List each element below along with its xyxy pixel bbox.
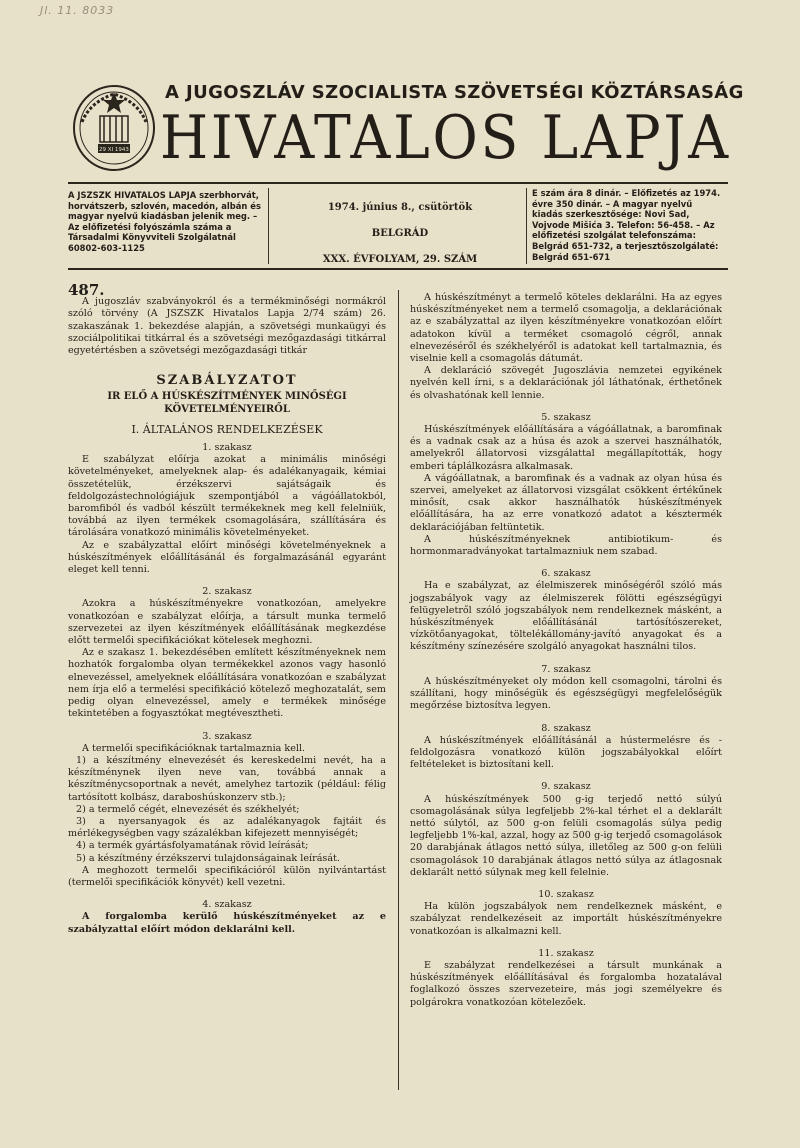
list-item: 3) a nyersanyagok és az adalékanyagok fajtáit és mérlékegységben vagy százalékban kifejezett mennyiségét; xyxy=(68,815,386,840)
price-info: E szám ára 8 dinár. – Előfizetés az 1974. évre 350 dinár. – A magyar nyelvű kiadás szerkesztősége: Novi Sad, Vojvode Mišića 3. Telefon: 56-458. – Az előfizetési szolgálat telefonszáma: Belgrád 651-732, a terjesztőszolgálaté: Belgrád 651-671 xyxy=(532,188,721,262)
paragraph: A meghozott termelői specifikációról külön nyilvántartást (termelői specifikációk könyvét) kell vezetni. xyxy=(68,864,386,888)
section-heading: 1. szakasz xyxy=(202,442,252,454)
issue-info xyxy=(285,195,515,273)
list-item: 2) a termelő cégét, elnevezését és székhelyét; xyxy=(76,803,300,815)
paragraph: Ha e szabályzat, az élelmiszerek minőségéről szóló más jogszabályok vagy az élelmiszerek fölötti egészségügyi felügyeletről szóló jogszabályok nem rendelkeznek másként, a húskészítmények előállításánál tartósítószereket, vízkötőanyagokat, töltelékállomány-javító anyagokat és a készítmény színezésére szolgáló anyagokat használni tilos. xyxy=(410,580,722,653)
issue-place: BELGRÁD xyxy=(371,228,429,239)
paragraph: A deklaráció szövegét Jugoszlávia nemzetei egyikének nyelvén kell írni, s a deklarációnak jól láthatónak, érthetőnek és olvashatónak kell lennie. xyxy=(410,365,722,401)
masthead-title: HIVATALOS LAPJA xyxy=(160,103,731,173)
paragraph: A húskészítmények 500 g-ig terjedő nettó súlyú csomagolásának súlya legfeljebb 2%-kal térhet el a deklarált nettó súlytól, az 500 g-on felüli csomagolás súlya pedig legfeljebb 1%-kal, azzal, hogy az 500 g-ig terjedő csomagolások 20 darabjának átlagos nettó súlya, illetőleg az 500 g-on felüli csomagolások 10 darabjának átlagos nettó súlya az átlagosnak deklarált nettó súlynak meg kell felelnie. xyxy=(410,793,722,878)
chapter-heading: I. ÁLTALÁNOS RENDELKEZÉSEK xyxy=(131,422,323,436)
coat-of-arms-emblem xyxy=(70,82,158,172)
section-heading: 9. szakasz xyxy=(541,781,591,793)
header-rule-top xyxy=(68,182,728,184)
paragraph: Ha külön jogszabályok nem rendelkeznek másként, e szabályzat rendelkezéseit az importált húskészítményekre vonatkozóan is alkalmazni kell. xyxy=(410,901,722,937)
paragraph: A húskészítményeket oly módon kell csomagolni, tárolni és szállítani, hogy minőségük és egészségügyi megfelelőségük megőrzése biztosítva legyen. xyxy=(410,675,722,712)
paragraph: E szabályzat rendelkezései a társult munkának a húskészítmények előállításával és forgalomba hozatalával foglalkozó összes szervezeteire, más jogi személyekre és polgárokra vonatkozóan kötelezőek. xyxy=(410,959,722,1008)
document-subtitle: IR ELŐ A HÚSKÉSZÍTMÉNYEK MINŐSÉGI KÖVETELMÉNYEIRŐL xyxy=(107,391,347,415)
section-heading: 3. szakasz xyxy=(202,730,252,742)
paragraph: Az e szakasz 1. bekezdésében említett készítményeknek nem hozhatók forgalomba olyan termékekkel azonos vagy hasonló elnevezéssel, amelyeknek előállítására vonatkozóan e szabályzat nem írja elő a termelési specifikáció kötelező meghozatalát, sem pedig olyan elnevezéssel, amely e termékek minősége tekintetében a fogyasztókat megtévesztheti. xyxy=(68,647,386,720)
issue-date: 1974. június 8., csütörtök xyxy=(327,202,473,213)
section-heading: 4. szakasz xyxy=(202,899,252,911)
section-heading: 8. szakasz xyxy=(541,722,591,734)
document-title: SZABÁLYZATOT xyxy=(156,373,298,389)
paragraph: A húskészítményt a termelő köteles deklarálni. Ha az egyes húskészítményeket nem a termelő csomagolja, a deklarációnak az e szabályzattal az ilyen készítményekre vonatkozóan előírt adatokon kívül a terméket csomagoló cégről, annak elnevezéséről és székhelyéről is adatokat kell tartalmaznia, és viselnie kell a csomagolás dátumát. xyxy=(410,292,722,365)
handwritten-note: Jl. 11. 8033 xyxy=(40,4,115,17)
paragraph: Azokra a húskészítményekre vonatkozóan, amelyekre vonatkozóan e szabályzat előírja, a társult munka termelő szervezetei az ilyen készítmények előállításának megkezdése előtt termelői specifikációkat kötelesek meghozni. xyxy=(68,598,386,647)
section-heading: 6. szakasz xyxy=(541,568,591,580)
emblem-date: 29 XI 1943 xyxy=(99,147,129,153)
preamble: A jugoszláv szabványokról és a termékminőségi normákról szóló törvény (A JSZSZK Hivatalos Lapja 2/74 szám) 26. szakaszának 1. bekezdése alapján, a szövetségi munkaügyi és szociálpolitikai titkárral és a szövetségi mezőgazdasági titkárral egyetértésben a szövetségi mezőgazdasági titkár xyxy=(68,296,386,357)
paragraph: Húskészítmények előállítására a vágóállatnak, a baromfinak és a vadnak csak az a húsa és azok a szervei használhatók, amelyekről állatorvosi vizsgálattal megállapították, hogy emberi táplálkozásra alkalmasak. xyxy=(410,424,722,472)
paragraph: A forgalomba kerülő húskészítményeket az e szabályzattal előírt módon deklarálni kell. xyxy=(68,911,386,935)
right-column xyxy=(410,292,722,1009)
list-item: 4) a termék gyártásfolyamatának rövid leírását; xyxy=(76,840,309,852)
issue-volume: XXX. ÉVFOLYAM, 29. SZÁM xyxy=(322,254,478,265)
list-item: 5) a készítmény érzékszervi tulajdonságainak leírását. xyxy=(76,852,340,864)
info-separator-right xyxy=(526,188,527,264)
paragraph: E szabályzat előírja azokat a minimális minőségi követelményeket, amelyeknek alap- és adalékanyagaik, kémiai összetételük, érzékszervi sajátságaik és feldolgozástechnológiájuk szempontjából a vágóállatokból, baromfiból és vadból készült termékeknek meg kell felelniük, továbbá az ilyen termékek csomagolására, szállítására és tárolására vonatkozó minimális követelményeket. xyxy=(68,454,386,539)
publication-info: A JSZSZK HIVATALOS LAPJA szerbhorvát, horvátszerb, szlovén, macedón, albán és magyar nyelvű kiadásban jelenik meg. – Az előfizetési folyószámla száma a Társadalmi Könyvviteli Szolgálatnál 60802-603-1125 xyxy=(68,190,261,253)
left-column xyxy=(68,281,386,936)
section-heading: 2. szakasz xyxy=(202,586,252,598)
header-rule-bottom xyxy=(68,268,728,270)
paragraph: A vágóállatnak, a baromfinak és a vadnak az olyan húsa és szervei, amelyeket az állatorvosi vizsgálat csökkent értékűnek minősít, csak akkor használhatók húskészítmények előállítására, ha az erre vonatkozó adatot a késztermék deklarációjában feltüntetik. xyxy=(410,472,722,533)
paragraph: A termelői specifikációknak tartalmaznia kell. xyxy=(82,742,306,754)
info-separator-left xyxy=(268,188,269,264)
list-item: 1) a készítmény elnevezését és kereskedelmi nevét, ha a készítménynek ilyen neve van, továbbá annak a készítménycsoportnak a nevét, amelyhez tartozik (például: félig tartósított kolbász, daraboshúskonzerv stb.); xyxy=(68,754,386,803)
section-heading: 7. szakasz xyxy=(541,663,591,675)
paragraph: A húskészítmények előállításánál a hústermelésre és -feldolgozásra vonatkozó külön jogszabályokkal előírt feltételeket is biztosítani kell. xyxy=(410,734,722,771)
section-heading: 10. szakasz xyxy=(538,888,594,900)
decree-number: 487. xyxy=(68,281,105,299)
section-heading: 11. szakasz xyxy=(538,947,594,959)
paragraph: Az e szabályzattal előírt minőségi követelményeknek a húskészítmények előállításánál és forgalmazásánál egyaránt eleget kell tenni. xyxy=(68,539,386,576)
section-heading: 5. szakasz xyxy=(541,411,591,423)
masthead-subtitle: A JUGOSZLÁV SZOCIALISTA SZÖVETSÉGI KÖZTÁRSASÁG xyxy=(165,82,744,103)
paragraph: A húskészítményeknek antibiotikum- és hormonmaradványokat tartalmazniuk nem szabad. xyxy=(410,533,722,558)
column-separator xyxy=(398,290,399,1090)
